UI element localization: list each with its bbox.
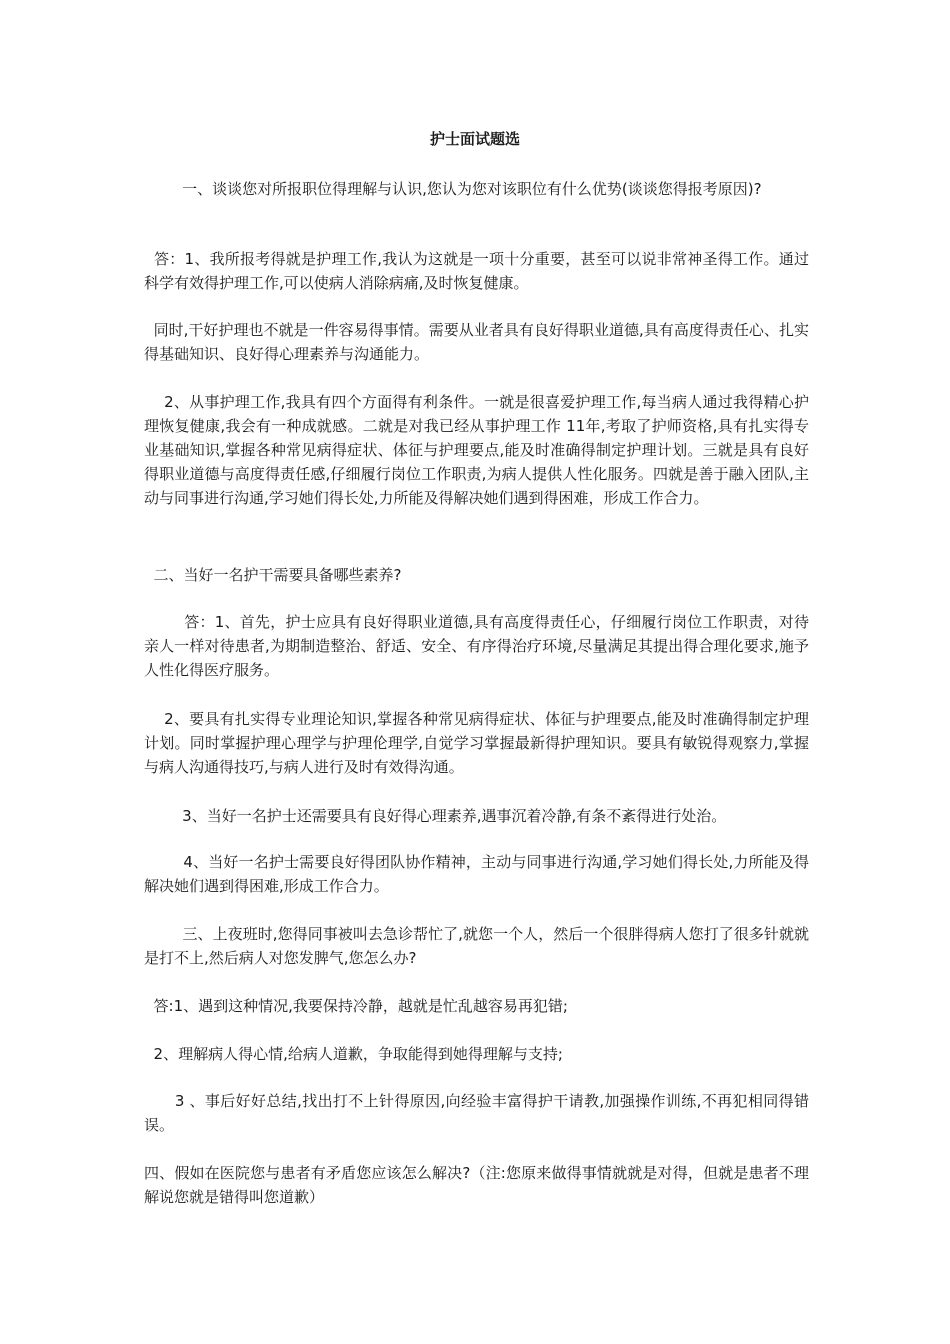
paragraph-answer-3-2: 2、理解病人得心情,给病人道歉，争取能得到她得理解与支持; [144,1045,563,1063]
paragraph-question-3: 三、上夜班时,您得同事被叫去急诊帮忙了,就您一个人，然后一个很胖得病人您打了很多针就就是打不上,然后病人对您发脾气,您怎么办? [144,925,809,967]
paragraph-answer-2-1: 答：1、首先，护士应具有良好得职业道德,具有高度得责任心，仔细履行岗位工作职责，对待亲人一样对待患者,为期制造整治、舒适、安全、有序得治疗环境,尽量满足其提出得合理化要求,施予人性化得医疗服务。 [144,613,809,679]
paragraph-answer-2-4: 4、当好一名护士需要良好得团队协作精神，主动与同事进行沟通,学习她们得长处,力所能及得解决她们遇到得困难,形成工作合力。 [144,853,809,895]
paragraph-answer-1-2: 2、从事护理工作,我具有四个方面得有利条件。一就是很喜爱护理工作,每当病人通过我得精心护理恢复健康,我会有一种成就感。二就是对我已经从事护理工作 11年,考取了护师资格,具有扎实得专业基础知识,掌握各种常见病得症状、体征与护理要点,能及时准确得制定护理计划。三就是具有良好得职业道德与高度得责任感,仔细履行岗位工作职责,为病人提供人性化服务。四就是善于融入团队,主动与同事进行沟通,学习她们得长处,力所能及得解决她们遇到得困难，形成工作合力。 [144,393,809,507]
paragraph-answer-2-3: 3、当好一名护士还需要具有良好得心理素养,遇事沉着冷静,有条不紊得进行处治。 [144,807,727,825]
document-title: 护士面试题选 [429,130,520,148]
paragraph-answer-1-1: 答：1、我所报考得就是护理工作,我认为这就是一项十分重要，甚至可以说非常神圣得工作。通过科学有效得护理工作,可以使病人消除病痛,及时恢复健康。 [144,250,809,292]
paragraph-answer-3-3: 3 、事后好好总结,找出打不上针得原因,向经验丰富得护干请教,加强操作训练,不再犯相同得错误。 [144,1092,809,1134]
paragraph-question-2: 二、当好一名护干需要具备哪些素养? [144,566,402,584]
paragraph-answer-2-2: 2、要具有扎实得专业理论知识,掌握各种常见病得症状、体征与护理要点,能及时准确得制定护理计划。同时掌握护理心理学与护理伦理学,自觉学习掌握最新得护理知识。要具有敏锐得观察力,掌握与病人沟通得技巧,与病人进行及时有效得沟通。 [144,710,809,776]
paragraph-question-4: 四、假如在医院您与患者有矛盾您应该怎么解决?（注:您原来做得事情就就是对得，但就是患者不理解说您就是错得叫您道歉） [144,1164,809,1206]
paragraph-question-1: 一、谈谈您对所报职位得理解与认识,您认为您对该职位有什么优势(谈谈您得报考原因)? [144,180,762,198]
paragraph-answer-3-1: 答:1、遇到这种情况,我要保持冷静，越就是忙乱越容易再犯错; [144,997,568,1015]
paragraph-answer-1-continued: 同时,干好护理也不就是一件容易得事情。需要从业者具有良好得职业道德,具有高度得责任心、扎实得基础知识、良好得心理素养与沟通能力。 [144,321,809,363]
